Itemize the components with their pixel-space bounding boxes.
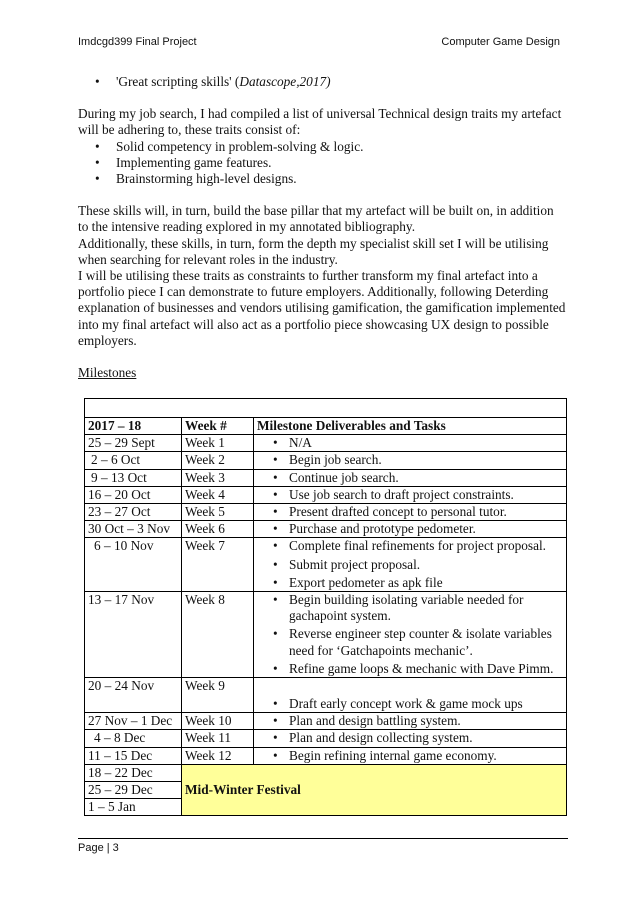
- page-header: [78, 36, 560, 48]
- table-row: [85, 452, 567, 469]
- row-week: Week 9: [182, 678, 254, 713]
- table-header-row: [85, 418, 567, 435]
- festival-date: 1 – 5 Jan: [85, 799, 182, 816]
- festival-label: Mid-Winter Festival: [182, 764, 567, 816]
- row-tasks: [254, 521, 567, 538]
- table-row: [85, 435, 567, 452]
- table-row: [85, 730, 567, 747]
- task-item: • Plan and design battling system.: [257, 713, 563, 729]
- header-project: Imdcgd399 Final Project: [78, 36, 197, 48]
- row-tasks: [254, 452, 567, 469]
- table-blank-row: [85, 399, 567, 418]
- table-row: [85, 469, 567, 486]
- row-week: Week 1: [182, 435, 254, 452]
- row-tasks: [254, 435, 567, 452]
- table-row: [85, 538, 567, 592]
- row-date: 23 – 27 Oct: [85, 504, 182, 521]
- row-tasks: [254, 678, 567, 713]
- task-item: • Plan and design collecting system.: [257, 730, 563, 746]
- col-header-week: Week #: [182, 418, 254, 435]
- table-row: [85, 486, 567, 503]
- table-row: [85, 713, 567, 730]
- row-tasks: [254, 486, 567, 503]
- row-date: 6 – 10 Nov: [85, 538, 182, 592]
- row-week: Week 12: [182, 747, 254, 764]
- table-row: [85, 678, 567, 713]
- row-tasks: [254, 504, 567, 521]
- task-item: • Draft early concept work & game mock ups: [257, 696, 563, 712]
- row-week: Week 10: [182, 713, 254, 730]
- row-week: Week 8: [182, 592, 254, 678]
- task-item: • Refine game loops & mechanic with Dave Pimm.: [257, 661, 563, 677]
- row-date: 27 Nov – 1 Dec: [85, 713, 182, 730]
- row-tasks: [254, 730, 567, 747]
- row-week: Week 6: [182, 521, 254, 538]
- trait-item: • Solid competency in problem-solving & logic.: [78, 139, 566, 155]
- row-week: Week 5: [182, 504, 254, 521]
- task-item: • Begin refining internal game economy.: [257, 748, 563, 764]
- trait-item: • Brainstorming high-level designs.: [78, 171, 566, 187]
- table-row: [85, 504, 567, 521]
- row-date: 4 – 8 Dec: [85, 730, 182, 747]
- row-date: 25 – 29 Sept: [85, 435, 182, 452]
- task-item: • Purchase and prototype pedometer.: [257, 521, 563, 537]
- col-header-year: 2017 – 18: [85, 418, 182, 435]
- row-week: Week 11: [182, 730, 254, 747]
- paragraph: These skills will, in turn, build the base pillar that my artefact will be built on, in addition to the intensive reading explored in my annotated bibliography.: [78, 203, 554, 235]
- col-header-tasks: Milestone Deliverables and Tasks: [254, 418, 567, 435]
- row-date: 9 – 13 Oct: [85, 469, 182, 486]
- festival-row: [85, 764, 567, 781]
- row-date: 11 – 15 Dec: [85, 747, 182, 764]
- row-tasks: [254, 592, 567, 678]
- task-item: • N/A: [257, 435, 563, 451]
- task-item: • Submit project proposal.: [257, 557, 563, 573]
- task-item: • Begin job search.: [257, 452, 563, 468]
- paragraph: Additionally, these skills, in turn, form the depth my specialist skill set I will be utilising when searching for relevant roles in the industry.: [78, 235, 549, 267]
- task-item: • Export pedometer as apk file: [257, 575, 563, 591]
- row-tasks: [254, 747, 567, 764]
- paragraph: I will be utilising these traits as constraints to further transform my final artefact into a portfolio piece I can demonstrate to future employers. Additionally, following Deterding explanation of businesses and vendors utilising gamification, the gamification implemented into my final artefact will also act as a portfolio piece showcasing UX design to possible employers.: [78, 268, 566, 348]
- task-item: • Complete final refinements for project proposal.: [257, 538, 563, 554]
- task-item: • Continue job search.: [257, 470, 563, 486]
- trait-item: • Implementing game features.: [78, 155, 566, 171]
- task-item: • Begin building isolating variable needed for gachapoint system.: [257, 592, 563, 624]
- header-course: Computer Game Design: [441, 36, 560, 48]
- row-date: 30 Oct – 3 Nov: [85, 521, 182, 538]
- table-row: [85, 521, 567, 538]
- page-footer: [78, 838, 568, 854]
- row-week: Week 4: [182, 486, 254, 503]
- row-date: 20 – 24 Nov: [85, 678, 182, 713]
- row-tasks: [254, 538, 567, 592]
- quote-citation: Datascope,2017): [239, 74, 331, 89]
- festival-date: 25 – 29 Dec: [85, 782, 182, 799]
- row-week: Week 2: [182, 452, 254, 469]
- milestones-table: [84, 398, 567, 816]
- row-date: 16 – 20 Oct: [85, 486, 182, 503]
- task-item: • Use job search to draft project constraints.: [257, 487, 563, 503]
- table-row: [85, 592, 567, 678]
- row-date: 13 – 17 Nov: [85, 592, 182, 678]
- row-tasks: [254, 469, 567, 486]
- festival-date: 18 – 22 Dec: [85, 764, 182, 781]
- milestones-heading: Milestones: [78, 365, 137, 381]
- page-number: Page | 3: [78, 842, 119, 854]
- row-week: Week 7: [182, 538, 254, 592]
- task-item: • Present drafted concept to personal tutor.: [257, 504, 563, 520]
- row-tasks: [254, 713, 567, 730]
- table-row: [85, 747, 567, 764]
- row-week: Week 3: [182, 469, 254, 486]
- body-content: [78, 74, 566, 381]
- intro-paragraph: During my job search, I had compiled a list of universal Technical design traits my artefact will be adhering to, these traits consist of:: [78, 106, 562, 138]
- quote-bullet: • 'Great scripting skills' (Datascope,2017): [78, 74, 566, 90]
- row-date: 2 – 6 Oct: [85, 452, 182, 469]
- task-item: • Reverse engineer step counter & isolate variables need for ‘Gatchapoints mechanic’.: [257, 626, 563, 658]
